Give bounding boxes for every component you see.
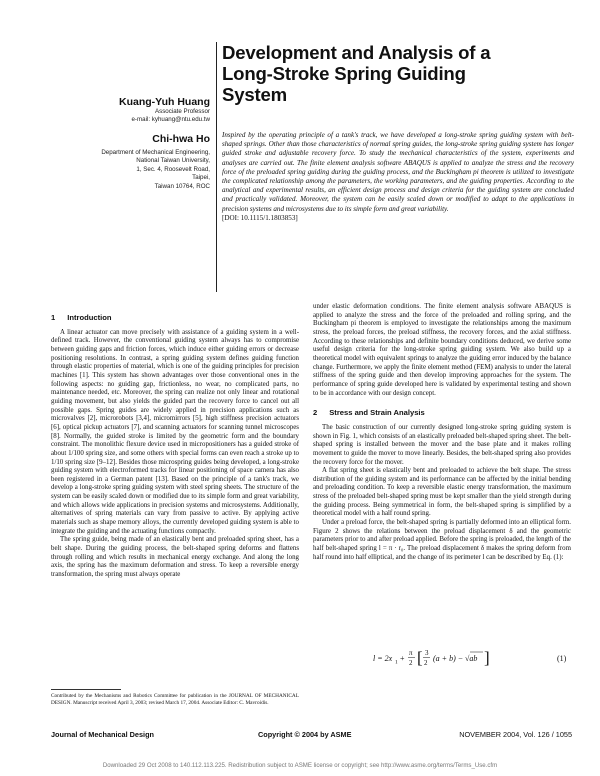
affiliation-line: Department of Mechanical Engineering, [101,149,210,156]
paragraph: A flat spring sheet is elastically bent and preloaded to achieve the belt shape. The stress distribution of the guiding system and its performance can be affected by the initial bending and preloading condition. To keep a reversible elastic energy transformation, the maximum stress of the preloaded belt-shaped spring must be kept smaller than the yield strength during the guiding process. Being symmetrical in form, the belt-shaped spring is simplified by a theoretical model with a half round spring. [313,467,571,518]
eq-subscript: 1 [395,659,398,666]
download-notice: Downloaded 29 Oct 2008 to 140.112.113.225. Redistribution subject to ASME license or copyright; see http://www.asme.org/terms/Terms_Use.cfm [102,762,498,769]
title-line-2: Long-Stroke Spring Guiding [222,63,466,84]
footnote-rule [51,689,121,690]
eq-ab: (a + b) − [433,654,464,663]
right-column [313,303,571,562]
affiliation-line: Taipei, [192,174,210,182]
equation-graphic [313,647,571,671]
author-name: Kuang-Yuh Huang [119,96,210,108]
section-1-heading: 1 Introduction [51,313,112,322]
paragraph: A linear actuator can move precisely with assistance of a guiding system in a well-defined track. However, the conventional guiding system always has to compromise between guiding gaps and friction forces, which induce either guiding errors or decrease positioning resolutions. In contrast, a spring guiding system defines guiding function through elastic properties of material, which is one of the guiding principles for precision machines [1]. This system has shown advantages over those conventional ones in the following aspects: no guiding gap, frictionless, no wear, no complicated parts, no maintenance needed, etc. Moreover, the spring can realize not only linear and rotational guiding movement, but also yields the guided part the recovery force to cancel out all possible gaps. Spring guides are widely applied in precision applications such as microvalves [2], microrobots [3,4], micromirrors [5], high stiffness precision actuators [6], optical pickup actuators [7], and scanning actuators for scanning tunnel microscopes [8]. Normally, the guided stroke is limited by the geometric form and the boundary constraint. The monolithic flexure device used in micropositioners has a guided stroke of about 1/100 spring size, and some others with special forms can even reach a stroke up to 1/10 spring size [9–12]. Besides those microspring guides being developed, a long-stroke guiding system with electroformed tracks for linear positioning of space camera has also been registered in a German patent [13]. Based on the principle of a tank's track, we develop a long-stroke spring guiding system with steel spring sheets. The structure of the system can be easily scaled down or modified due to its simple form and great variability, and which allows wide applications in precision systems and microsystems. Additionally, alternatives of spring materials can vary from passive to active. By applying active materials such as shape memory alloys, the currently developed guiding system is able to integrate the guiding and the actuating functions compactly. [51,328,299,535]
author-email: e-mail: kyhuang@ntu.edu.tw [131,116,210,124]
abstract-text: Inspired by the operating principle of a tank's track, we have developed a long-stroke spring guiding system with belt-shaped springs. Other than those characteristics of normal spring guides, the long-stroke spring guiding system has longer guided stroke and adjustable recovery force. To study the mechanical characteristics of the system, experiments and analyses are carried out. The finite element analysis software ABAQUS is applied to analyze the stress and the recovery force of the preloaded spring guiding during the guiding process, and the Buckingham pi theorem is utilized to investigate the complicated relationship among the parameters, the working parameters, and the guiding properties. According to the analytical and experimental results, an efficient design process and design criteria for the guiding system are concluded and practically validated. Moreover, the system can be easily scaled down or modified to adapt to the applications in precision systems and microsystems due to its simple form and great variability. [222,131,574,213]
paragraph: The basic construction of our currently designed long-stroke spring guiding system is shown in Fig. 1, which consists of an elastically preloaded belt-shaped spring sheet. The belt-shaped spring is installed between the mover and the base plate and it makes rolling movement to guide the mover to move linearly. Besides, the belt-shaped spring also provides the recovery force for the mover. [313,423,571,466]
paragraph: Under a preload force, the belt-shaped spring is partially deformed into an elliptical form. Figure 2 shows the relations between the preload displacement δ and the geometric parameters prior to and after preload applied. Before the spring is preloaded, the length of the half belt-shaped spring l = π · r₀. The preload displacement δ makes the spring deform from half round into half elliptical, and the change of its perimeter l can be described by Eq. (1): [313,519,571,561]
paragraph: The spring guide, being made of an elastically bent and preloaded spring sheet, has a belt shape. During the guiding process, the belt-shaped spring deforms and flattens through rolling and which results in mechanical energy exchange. And along the long axis, the spring has the maximum deformation and stress. To keep a reversible energy transformation, the spring must always operate [51,536,299,579]
left-column [51,314,299,580]
eq-left-bracket: [ [417,648,423,667]
eq-sqrt: √ab [465,654,478,663]
equation-1 [313,647,571,671]
footer-issue: NOVEMBER 2004, Vol. 126 / 1055 [459,730,572,739]
eq-right-bracket: ] [484,648,490,667]
eq-plus: + [400,654,405,663]
footer-journal: Journal of Mechanical Design [51,730,154,739]
paper-title [222,42,582,105]
footnote: Contributed by the Mechanisms and Robotics Committee for publication in the JOURNAL OF MECHANICAL DESIGN. Manuscript received April 3, 2003; revised March 17, 2004. Associate Editor: C. Mavroidis. [51,693,299,706]
title-rule [216,42,217,292]
author-name: Chi-hwa Ho [152,133,210,145]
affiliation-line: National Taiwan University, [136,157,210,165]
paragraph: under elastic deformation conditions. The finite element analysis software ABAQUS is applied to analyze the stress and the force of the preloaded and rolling spring, and the Buckingham pi theorem is employed to investigate the relationships among the maximum stress, the preload forces, the preload stiffness, the recovery forces, and the axial stiffness. According to these relationships and definite boundary conditions deduced, we derive some useful design criteria for the long-stroke spring guiding system. We also build up a theoretical model with equivalent springs to analyze the guiding error induced by the balance change. Furthermore, we apply the finite element method (FEM) analysis to under the lateral stiffness of the spring guide and then develop improving approaches for the system. The performance of spring guide developed here is validated by experimental testing and shown to be in accordance with our design concept. [313,303,571,397]
author-position: Associate Professor [154,108,210,115]
abstract [222,131,574,223]
eq-pi: π [409,649,413,657]
eq-two: 2 [409,659,413,667]
eq-number: (1) [557,654,567,663]
eq-three: 3 [425,649,429,657]
eq-lhs: l = 2x [373,654,393,663]
author-block-1 [119,96,210,125]
footer-copyright: Copyright © 2004 by ASME [258,730,352,739]
eq-two: 2 [424,659,428,667]
section-2-heading: 2 Stress and Strain Analysis [313,408,425,418]
title-line-1: Development and Analysis of a [222,42,491,63]
affiliation-line: 1, Sec. 4, Roosevelt Road, [136,165,210,173]
doi: [DOI: 10.1115/1.1803853] [222,213,298,222]
title-line-3: System [222,84,287,105]
affiliation-line: Taiwan 10764, ROC [154,182,210,190]
author-block-2 [101,133,210,191]
